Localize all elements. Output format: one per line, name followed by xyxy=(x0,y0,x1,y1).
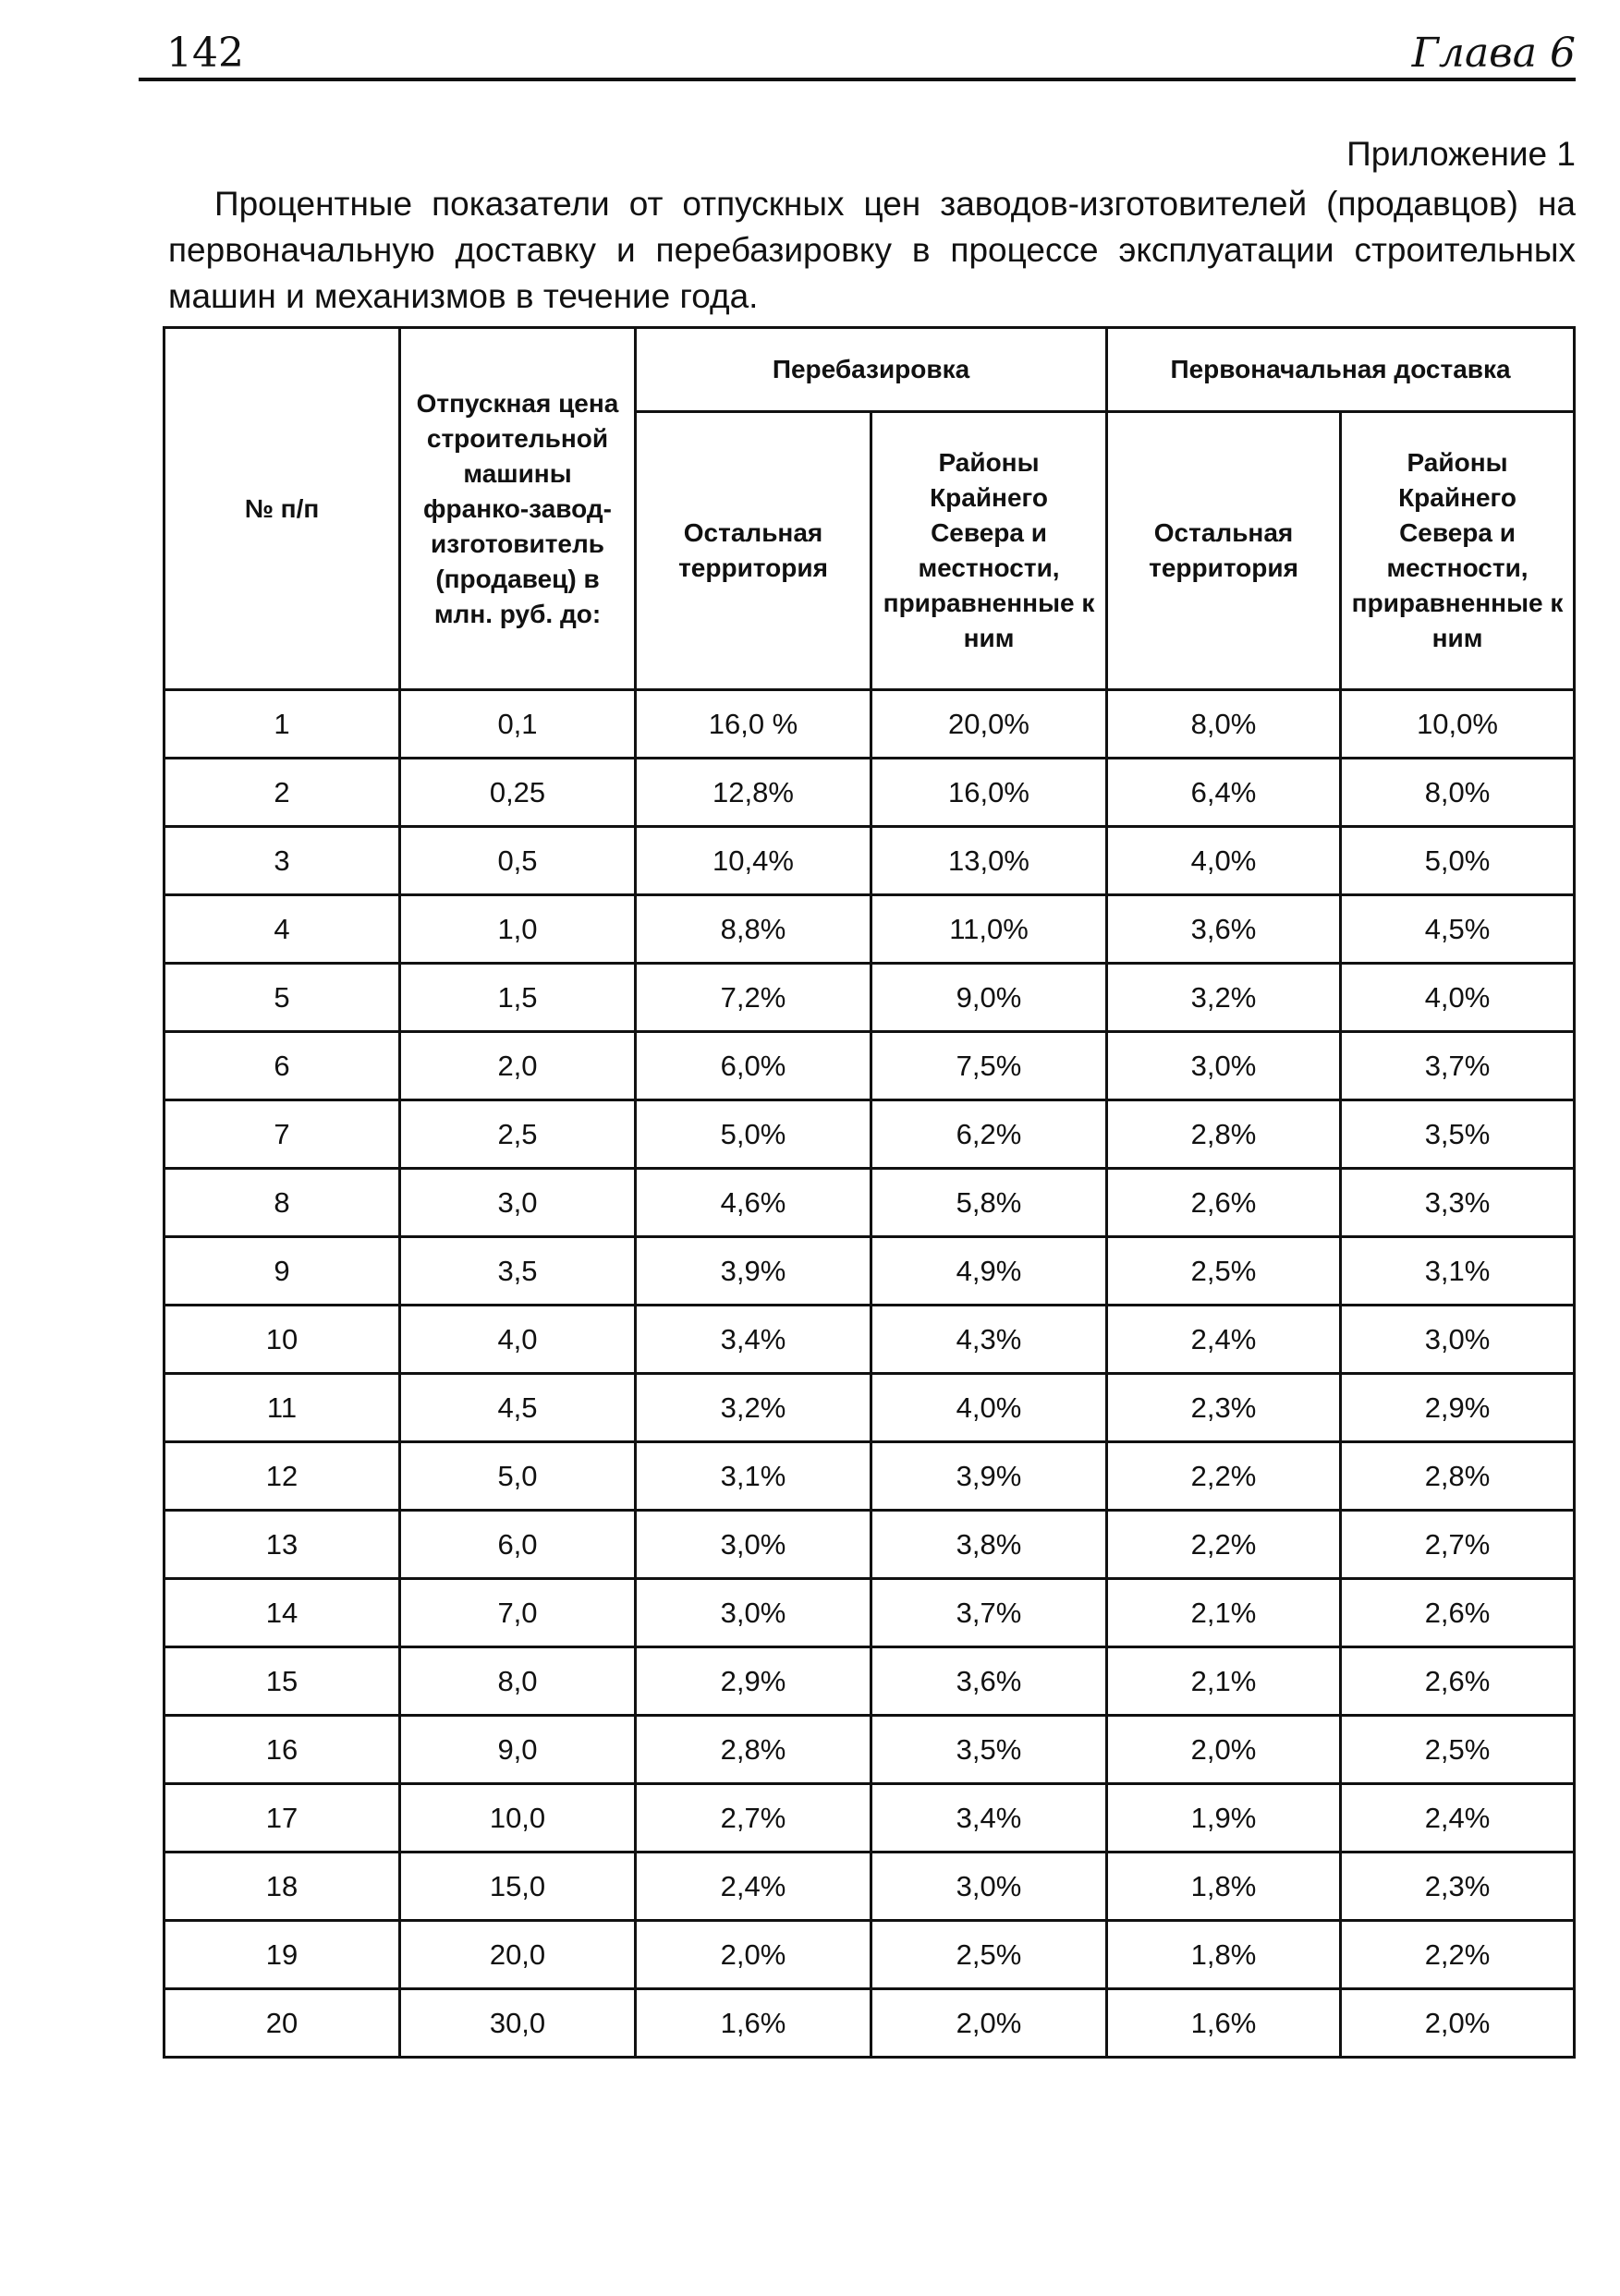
row-initial-other-cell: 1,6% xyxy=(1107,1989,1341,2058)
row-initial-other-cell: 2,0% xyxy=(1107,1716,1341,1784)
header-num: № п/п xyxy=(164,328,400,690)
row-initial-other-cell: 2,5% xyxy=(1107,1237,1341,1306)
row-relocation-north-cell: 5,8% xyxy=(871,1169,1107,1237)
row-num-cell: 4 xyxy=(164,895,400,964)
caption-text: Процентные показатели от отпускных цен заводов-изготовителей (продавцов) на первоначальную доставку и перебазировку в процессе эксплуатации строительных машин и механизмов в течение года. xyxy=(168,185,1576,315)
table-row xyxy=(164,1237,1575,1306)
table-row xyxy=(164,1853,1575,1921)
row-price-cell: 3,0 xyxy=(400,1169,636,1237)
row-relocation-other-cell: 7,2% xyxy=(636,964,871,1032)
page-header xyxy=(139,26,1576,79)
row-num-cell: 17 xyxy=(164,1784,400,1853)
row-initial-north-cell: 3,3% xyxy=(1341,1169,1575,1237)
table-header-row xyxy=(164,328,1575,412)
row-price-cell: 20,0 xyxy=(400,1921,636,1989)
table-row xyxy=(164,1716,1575,1784)
row-initial-north-cell: 3,7% xyxy=(1341,1032,1575,1100)
row-initial-other-cell: 2,8% xyxy=(1107,1100,1341,1169)
row-initial-other-cell: 2,1% xyxy=(1107,1647,1341,1716)
row-num-cell: 2 xyxy=(164,759,400,827)
row-initial-north-cell: 2,0% xyxy=(1341,1989,1575,2058)
row-initial-other-cell: 6,4% xyxy=(1107,759,1341,827)
header-relocation-other: Остальная территория xyxy=(636,412,871,690)
row-relocation-north-cell: 3,6% xyxy=(871,1647,1107,1716)
row-relocation-other-cell: 2,7% xyxy=(636,1784,871,1853)
row-relocation-north-cell: 9,0% xyxy=(871,964,1107,1032)
header-divider xyxy=(139,78,1576,81)
row-num-cell: 8 xyxy=(164,1169,400,1237)
row-relocation-north-cell: 3,4% xyxy=(871,1784,1107,1853)
row-initial-north-cell: 2,8% xyxy=(1341,1442,1575,1511)
row-relocation-other-cell: 10,4% xyxy=(636,827,871,895)
row-initial-other-cell: 3,2% xyxy=(1107,964,1341,1032)
row-initial-north-cell: 2,2% xyxy=(1341,1921,1575,1989)
row-num-cell: 7 xyxy=(164,1100,400,1169)
row-relocation-north-cell: 16,0% xyxy=(871,759,1107,827)
header-initial-delivery: Первоначальная доставка xyxy=(1107,328,1575,412)
row-initial-north-cell: 3,1% xyxy=(1341,1237,1575,1306)
row-relocation-north-cell: 11,0% xyxy=(871,895,1107,964)
appendix-label: Приложение 1 xyxy=(1346,135,1576,173)
row-price-cell: 6,0 xyxy=(400,1511,636,1579)
row-price-cell: 1,5 xyxy=(400,964,636,1032)
table-row xyxy=(164,1579,1575,1647)
row-price-cell: 30,0 xyxy=(400,1989,636,2058)
row-initial-other-cell: 8,0% xyxy=(1107,690,1341,759)
row-price-cell: 2,5 xyxy=(400,1100,636,1169)
row-initial-north-cell: 2,6% xyxy=(1341,1647,1575,1716)
row-initial-north-cell: 4,0% xyxy=(1341,964,1575,1032)
table-row xyxy=(164,1989,1575,2058)
row-relocation-other-cell: 3,2% xyxy=(636,1374,871,1442)
row-initial-north-cell: 4,5% xyxy=(1341,895,1575,964)
row-price-cell: 0,5 xyxy=(400,827,636,895)
row-price-cell: 3,5 xyxy=(400,1237,636,1306)
row-relocation-other-cell: 3,4% xyxy=(636,1306,871,1374)
row-relocation-north-cell: 2,0% xyxy=(871,1989,1107,2058)
row-initial-other-cell: 4,0% xyxy=(1107,827,1341,895)
row-relocation-north-cell: 4,9% xyxy=(871,1237,1107,1306)
row-initial-other-cell: 2,1% xyxy=(1107,1579,1341,1647)
row-initial-other-cell: 1,8% xyxy=(1107,1853,1341,1921)
table-row xyxy=(164,1647,1575,1716)
table-row xyxy=(164,1306,1575,1374)
row-initial-north-cell: 2,7% xyxy=(1341,1511,1575,1579)
row-relocation-other-cell: 2,0% xyxy=(636,1921,871,1989)
row-relocation-other-cell: 3,0% xyxy=(636,1511,871,1579)
row-initial-other-cell: 3,6% xyxy=(1107,895,1341,964)
row-relocation-other-cell: 3,1% xyxy=(636,1442,871,1511)
row-num-cell: 20 xyxy=(164,1989,400,2058)
row-relocation-north-cell: 3,8% xyxy=(871,1511,1107,1579)
header-relocation-north xyxy=(871,412,1107,690)
row-price-cell: 10,0 xyxy=(400,1784,636,1853)
row-relocation-other-cell: 6,0% xyxy=(636,1032,871,1100)
table-row xyxy=(164,1032,1575,1100)
table-row xyxy=(164,1921,1575,1989)
row-price-cell: 8,0 xyxy=(400,1647,636,1716)
row-initial-north-cell: 2,3% xyxy=(1341,1853,1575,1921)
row-relocation-other-cell: 4,6% xyxy=(636,1169,871,1237)
row-initial-other-cell: 2,2% xyxy=(1107,1511,1341,1579)
row-initial-other-cell: 2,3% xyxy=(1107,1374,1341,1442)
row-relocation-north-cell: 3,5% xyxy=(871,1716,1107,1784)
table-body xyxy=(164,690,1575,2058)
row-price-cell: 4,0 xyxy=(400,1306,636,1374)
row-relocation-other-cell: 5,0% xyxy=(636,1100,871,1169)
row-price-cell: 2,0 xyxy=(400,1032,636,1100)
header-initial-north xyxy=(1341,412,1575,690)
row-price-cell: 4,5 xyxy=(400,1374,636,1442)
row-price-cell: 1,0 xyxy=(400,895,636,964)
row-relocation-north-cell: 3,9% xyxy=(871,1442,1107,1511)
row-initial-north-cell: 2,6% xyxy=(1341,1579,1575,1647)
row-initial-north-cell: 3,5% xyxy=(1341,1100,1575,1169)
row-num-cell: 3 xyxy=(164,827,400,895)
row-initial-north-cell: 2,9% xyxy=(1341,1374,1575,1442)
row-num-cell: 18 xyxy=(164,1853,400,1921)
chapter-title: Глава 6 xyxy=(1411,30,1576,77)
row-relocation-north-cell: 2,5% xyxy=(871,1921,1107,1989)
row-price-cell: 5,0 xyxy=(400,1442,636,1511)
row-num-cell: 6 xyxy=(164,1032,400,1100)
row-initial-other-cell: 1,8% xyxy=(1107,1921,1341,1989)
table-row xyxy=(164,895,1575,964)
row-relocation-other-cell: 16,0 % xyxy=(636,690,871,759)
row-price-cell: 0,25 xyxy=(400,759,636,827)
table-row xyxy=(164,759,1575,827)
table-caption xyxy=(168,181,1576,320)
row-relocation-other-cell: 12,8% xyxy=(636,759,871,827)
row-num-cell: 1 xyxy=(164,690,400,759)
header-price xyxy=(400,328,636,690)
row-num-cell: 13 xyxy=(164,1511,400,1579)
row-num-cell: 14 xyxy=(164,1579,400,1647)
row-initial-other-cell: 2,2% xyxy=(1107,1442,1341,1511)
row-num-cell: 9 xyxy=(164,1237,400,1306)
row-initial-north-cell: 10,0% xyxy=(1341,690,1575,759)
row-initial-other-cell: 2,6% xyxy=(1107,1169,1341,1237)
row-price-cell: 0,1 xyxy=(400,690,636,759)
row-relocation-other-cell: 3,9% xyxy=(636,1237,871,1306)
row-relocation-north-cell: 3,7% xyxy=(871,1579,1107,1647)
row-initial-north-cell: 8,0% xyxy=(1341,759,1575,827)
header-initial-other: Остальная территория xyxy=(1107,412,1341,690)
table-row xyxy=(164,1374,1575,1442)
row-relocation-north-cell: 6,2% xyxy=(871,1100,1107,1169)
table-row xyxy=(164,1169,1575,1237)
table-row xyxy=(164,827,1575,895)
row-initial-north-cell: 3,0% xyxy=(1341,1306,1575,1374)
row-price-cell: 9,0 xyxy=(400,1716,636,1784)
row-price-cell: 7,0 xyxy=(400,1579,636,1647)
row-relocation-north-cell: 13,0% xyxy=(871,827,1107,895)
table-row xyxy=(164,964,1575,1032)
row-num-cell: 19 xyxy=(164,1921,400,1989)
table-row xyxy=(164,1784,1575,1853)
row-initial-other-cell: 1,9% xyxy=(1107,1784,1341,1853)
row-num-cell: 10 xyxy=(164,1306,400,1374)
row-initial-north-cell: 5,0% xyxy=(1341,827,1575,895)
row-relocation-north-cell: 7,5% xyxy=(871,1032,1107,1100)
row-initial-other-cell: 3,0% xyxy=(1107,1032,1341,1100)
row-relocation-other-cell: 2,8% xyxy=(636,1716,871,1784)
row-num-cell: 5 xyxy=(164,964,400,1032)
row-relocation-other-cell: 1,6% xyxy=(636,1989,871,2058)
header-relocation: Перебазировка xyxy=(636,328,1107,412)
row-relocation-other-cell: 8,8% xyxy=(636,895,871,964)
row-relocation-other-cell: 2,9% xyxy=(636,1647,871,1716)
row-price-cell: 15,0 xyxy=(400,1853,636,1921)
table-row xyxy=(164,1100,1575,1169)
row-relocation-other-cell: 3,0% xyxy=(636,1579,871,1647)
row-num-cell: 16 xyxy=(164,1716,400,1784)
table-row xyxy=(164,1442,1575,1511)
page-number: 142 xyxy=(166,30,244,77)
row-relocation-north-cell: 20,0% xyxy=(871,690,1107,759)
row-num-cell: 15 xyxy=(164,1647,400,1716)
row-relocation-north-cell: 4,0% xyxy=(871,1374,1107,1442)
percentages-table xyxy=(163,326,1576,2059)
row-num-cell: 11 xyxy=(164,1374,400,1442)
header-relocation-north-text: Районы Крайнего Севера и местности, приравненные к ним xyxy=(883,448,1095,652)
header-price-text: Отпускная цена строительной машины франко-завод-изготовитель (продавец) в млн. руб. до: xyxy=(416,388,619,628)
row-relocation-other-cell: 2,4% xyxy=(636,1853,871,1921)
row-initial-other-cell: 2,4% xyxy=(1107,1306,1341,1374)
header-initial-north-text: Районы Крайнего Севера и местности, приравненные к ним xyxy=(1351,448,1564,652)
row-initial-north-cell: 2,4% xyxy=(1341,1784,1575,1853)
row-initial-north-cell: 2,5% xyxy=(1341,1716,1575,1784)
table-row xyxy=(164,690,1575,759)
row-relocation-north-cell: 4,3% xyxy=(871,1306,1107,1374)
row-relocation-north-cell: 3,0% xyxy=(871,1853,1107,1921)
row-num-cell: 12 xyxy=(164,1442,400,1511)
table-row xyxy=(164,1511,1575,1579)
